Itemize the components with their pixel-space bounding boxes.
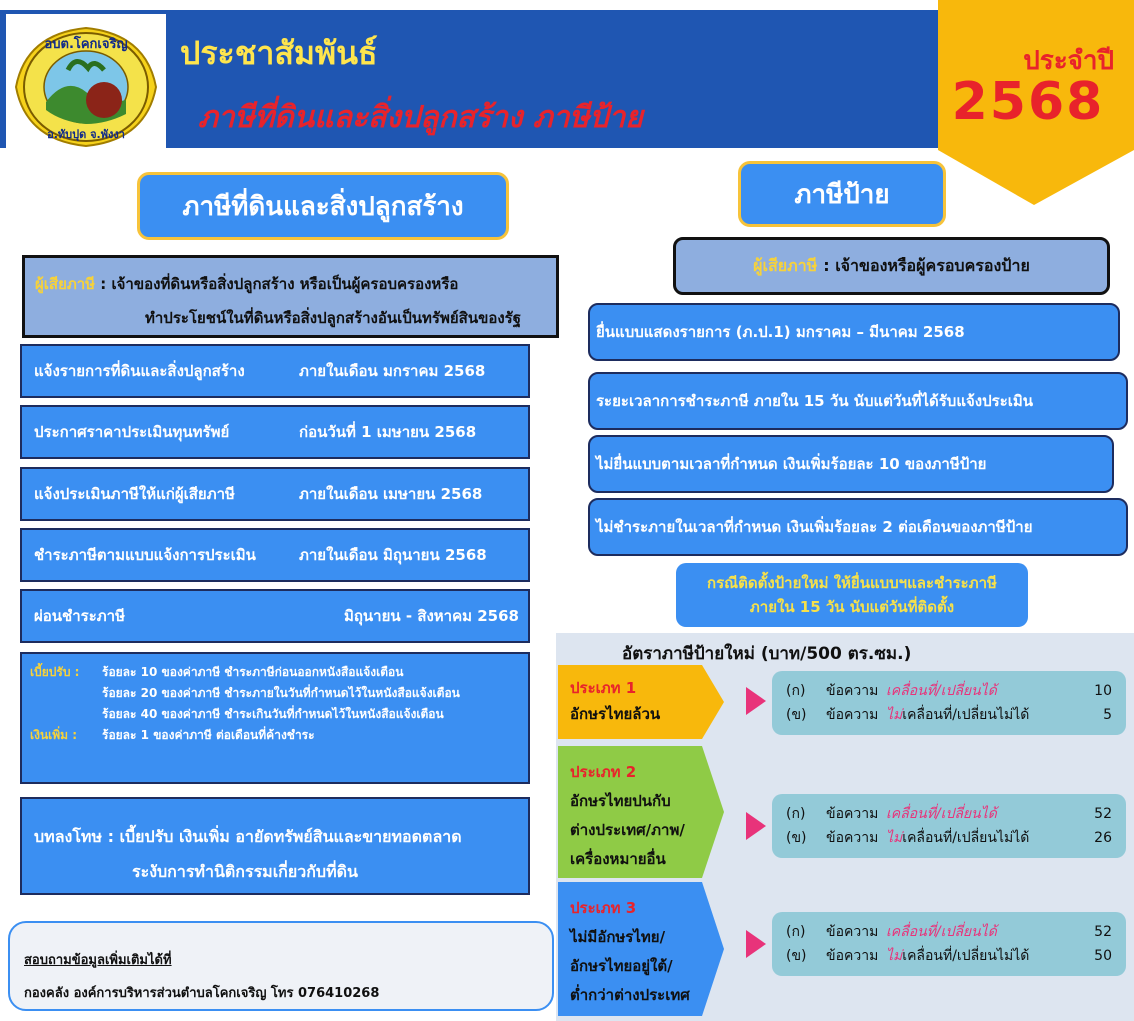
category-2-box xyxy=(558,746,724,878)
rate-key: (ข) xyxy=(786,948,807,964)
contact-box xyxy=(8,921,554,1011)
category-1-box xyxy=(558,665,724,739)
logo-top-text: อบต.โคกเจริญ xyxy=(44,37,128,52)
rate-rest: เคลื่อนที่/เปลี่ยนไม่ได้ xyxy=(902,707,1030,723)
rate-word: ข้อความ xyxy=(826,683,879,699)
rate-mark: เคลื่อนที่/เปลี่ยนได้ xyxy=(886,924,997,940)
pointer-arrow-icon xyxy=(746,930,766,958)
rate-line xyxy=(786,944,1112,968)
rate-rest: เคลื่อนที่/เปลี่ยนไม่ได้ xyxy=(902,830,1030,846)
pointer-arrow-icon xyxy=(746,812,766,840)
land-taxpayer-line1: : เจ้าของที่ดินหรือสิ่งปลูกสร้าง หรือเป็นผู้ครอบครองหรือ xyxy=(100,275,459,293)
category-3-desc: ต่ำกว่าต่างประเทศ xyxy=(570,986,690,1004)
land-step-row xyxy=(20,528,530,582)
penalty-box xyxy=(20,797,530,895)
new-sign-note-line1: กรณีติดตั้งป้ายใหม่ ให้ยื่นแบบฯและชำระภาษี xyxy=(707,574,997,592)
page-title: ประชาสัมพันธ์ xyxy=(180,34,378,72)
land-taxpayer-box xyxy=(22,255,559,338)
category-2-type: ประเภท 2 xyxy=(570,763,637,781)
new-sign-note-line2: ภายใน 15 วัน นับแต่วันที่ติดตั้ง xyxy=(749,598,955,616)
land-step-label: ผ่อนชำระภาษี xyxy=(34,607,125,625)
category-2-desc: เครื่องหมายอื่น xyxy=(570,850,666,868)
sign-taxpayer-box xyxy=(673,237,1110,295)
rate-word: ข้อความ xyxy=(826,707,879,723)
land-step-when: ภายในเดือน เมษายน 2568 xyxy=(299,485,483,503)
sign-info-row: ยื่นแบบแสดงรายการ (ภ.ป.1) มกราคม – มีนาคม 2568 xyxy=(588,303,1120,361)
category-3-box xyxy=(558,882,724,1016)
category-3-rates xyxy=(772,912,1126,976)
sign-info-row: ไม่ยื่นแบบตามเวลาที่กำหนด เงินเพิ่มร้อยละ 10 ของภาษีป้าย xyxy=(588,435,1114,493)
contact-title: สอบถามข้อมูลเพิ่มเติมได้ที่ xyxy=(24,953,172,968)
land-step-row xyxy=(20,467,530,521)
contact-detail: กองคลัง องค์การบริหารส่วนตำบลโคกเจริญ โทร 076410268 xyxy=(24,986,380,1001)
rate-word: ข้อความ xyxy=(826,948,879,964)
rate-title: อัตราภาษีป้ายใหม่ (บาท/500 ตร.ซม.) xyxy=(622,644,912,664)
page-subtitle: ภาษีที่ดินและสิ่งปลูกสร้าง ภาษีป้าย xyxy=(198,100,643,135)
category-2-desc: อักษรไทยปนกับ xyxy=(570,792,671,810)
category-2-rates xyxy=(772,794,1126,858)
land-step-when: ภายในเดือน มิถุนายน 2568 xyxy=(299,546,487,564)
land-step-row xyxy=(20,589,530,643)
rate-value: 5 xyxy=(1103,707,1112,723)
pointer-arrow-icon xyxy=(746,687,766,715)
land-step-when: ก่อนวันที่ 1 เมษายน 2568 xyxy=(299,423,477,441)
rate-value: 10 xyxy=(1094,683,1112,699)
rate-value: 52 xyxy=(1094,806,1112,822)
rate-mark: เคลื่อนที่/เปลี่ยนได้ xyxy=(886,806,997,822)
rate-key: (ก) xyxy=(786,683,806,699)
sign-taxpayer-label: ผู้เสียภาษี xyxy=(753,255,818,275)
land-step-label: ชำระภาษีตามแบบแจ้งการประเมิน xyxy=(34,546,256,564)
land-taxpayer-line2: ทำประโยชน์ในที่ดินหรือสิ่งปลูกสร้างอันเป็นทรัพย์สินของรัฐ xyxy=(145,309,521,327)
fine-line: ร้อยละ 20 ของค่าภาษี ชำระภายในวันที่กำหนดไว้ในหนังสือแจ้งเตือน xyxy=(102,686,460,700)
category-1-desc: อักษรไทยล้วน xyxy=(570,705,661,723)
rate-value: 52 xyxy=(1094,924,1112,940)
category-2-desc: ต่างประเทศ/ภาพ/ xyxy=(570,821,685,839)
rate-line xyxy=(786,802,1112,826)
fine-line: ร้อยละ 10 ของค่าภาษี ชำระภาษีก่อนออกหนังสือแจ้งเตือน xyxy=(102,665,404,679)
penalty-line1: บทลงโทษ : เบี้ยปรับ เงินเพิ่ม อายัดทรัพย์สินและขายทอดตลาด xyxy=(34,827,462,846)
rate-mark: ไม่ xyxy=(886,707,903,723)
rate-value: 50 xyxy=(1094,948,1112,964)
year-value: 2568 xyxy=(951,72,1105,132)
land-tax-heading: ภาษีที่ดินและสิ่งปลูกสร้าง xyxy=(137,172,509,240)
fine-label: เบี้ยปรับ : xyxy=(30,665,80,679)
surcharge-label: เงินเพิ่ม : xyxy=(30,728,78,742)
new-sign-note xyxy=(676,563,1028,627)
rate-word: ข้อความ xyxy=(826,924,879,940)
rate-key: (ข) xyxy=(786,707,807,723)
land-step-when: ภายในเดือน มกราคม 2568 xyxy=(299,362,486,380)
category-3-desc: อักษรไทยอยู่ใต้/ xyxy=(570,957,673,975)
land-step-row xyxy=(20,405,530,459)
rate-rest: เคลื่อนที่/เปลี่ยนไม่ได้ xyxy=(902,948,1030,964)
category-1-type: ประเภท 1 xyxy=(570,679,637,697)
sign-info-row: ระยะเวลาการชำระภาษี ภายใน 15 วัน นับแต่วันที่ได้รับแจ้งประเมิน xyxy=(588,372,1128,430)
rate-line xyxy=(786,920,1112,944)
rate-mark: ไม่ xyxy=(886,830,903,846)
fine-line: ร้อยละ 40 ของค่าภาษี ชำระเกินวันที่กำหนดไว้ในหนังสือแจ้งเตือน xyxy=(102,707,444,721)
category-3-desc: ไม่มีอักษรไทย/ xyxy=(570,928,666,946)
land-step-row xyxy=(20,344,530,398)
land-step-when: มิถุนายน - สิงหาคม 2568 xyxy=(343,607,519,625)
rate-key: (ก) xyxy=(786,924,806,940)
penalty-line2: ระงับการทำนิติกรรมเกี่ยวกับที่ดิน xyxy=(132,862,358,881)
rate-word: ข้อความ xyxy=(826,806,879,822)
rate-value: 26 xyxy=(1094,830,1112,846)
rate-key: (ข) xyxy=(786,830,807,846)
sign-taxpayer-text: : เจ้าของหรือผู้ครอบครองป้าย xyxy=(823,255,1030,275)
rate-word: ข้อความ xyxy=(826,830,879,846)
category-1-rates xyxy=(772,671,1126,735)
rate-line xyxy=(786,703,1112,727)
year-label: ประจำปี xyxy=(1023,46,1114,76)
land-step-label: ประกาศราคาประเมินทุนทรัพย์ xyxy=(34,423,230,441)
fines-box xyxy=(20,652,530,784)
surcharge-line: ร้อยละ 1 ของค่าภาษี ต่อเดือนที่ค้างชำระ xyxy=(102,728,315,742)
sign-tax-heading: ภาษีป้าย xyxy=(738,161,946,227)
rate-key: (ก) xyxy=(786,806,806,822)
municipality-logo xyxy=(6,14,166,160)
rate-mark: ไม่ xyxy=(886,948,903,964)
category-3-type: ประเภท 3 xyxy=(570,899,637,917)
rate-mark: เคลื่อนที่/เปลี่ยนได้ xyxy=(886,683,997,699)
sign-info-row: ไม่ชำระภายในเวลาที่กำหนด เงินเพิ่มร้อยละ 2 ต่อเดือนของภาษีป้าย xyxy=(588,498,1128,556)
rate-line xyxy=(786,826,1112,850)
logo-bottom-text: อ.ทับปุด จ.พังงา xyxy=(47,128,125,141)
land-step-label: แจ้งประเมินภาษีให้แก่ผู้เสียภาษี xyxy=(34,485,235,503)
rate-line xyxy=(786,679,1112,703)
land-taxpayer-label: ผู้เสียภาษี xyxy=(35,275,96,293)
land-step-label: แจ้งรายการที่ดินและสิ่งปลูกสร้าง xyxy=(34,362,245,380)
